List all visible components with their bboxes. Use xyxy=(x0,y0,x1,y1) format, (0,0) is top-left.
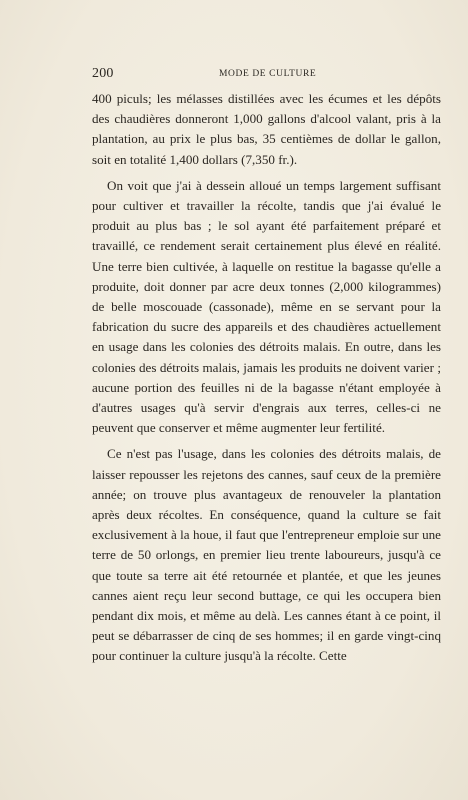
page-header xyxy=(92,66,441,84)
paragraph: On voit que j'ai à dessein alloué un temps largement suffisant pour cultiver et travailler la récolte, tandis que j'ai évalué le produit au plus bas ; le sol ayant été parfaitement préparé et travaillé, ce rendement serait certainement plus élevé en réalité. Une terre bien cultivée, à laquelle on restitue la bagasse qu'elle a produite, doit donner par acre deux tonnes (2,000 kilogrammes) de belle moscouade (cassonade), même en se servant pour la fabrication du sucre des appareils et des chaudières actuellement en usage dans les colonies des détroits malais. En outre, dans les colonies des détroits malais, jamais les produits ne doivent varier ; aucune portion des feuilles ni de la bagasse n'étant employée à d'autres usages qu'à servir d'engrais aux terres, celles-ci ne peuvent que conserver et même augmenter leur fertilité. xyxy=(92,177,441,436)
running-title: MODE DE CULTURE xyxy=(219,69,317,79)
body-text xyxy=(92,89,441,667)
page-number: 200 xyxy=(92,66,114,81)
paragraph: 400 piculs; les mélasses distillées avec les écumes et les dépôts des chaudières donneront 1,000 gallons d'alcool valant, pris à la plantation, au prix le plus bas, 35 centièmes de dollar le gallon, soit en totalité 1,400 dollars (7,350 fr.). xyxy=(92,91,441,167)
paragraph: Ce n'est pas l'usage, dans les colonies des détroits malais, de laisser repousser les rejetons des cannes, sauf ceux de la première année; on trouve plus avantageux de renouveler la plantation après deux récoltes. En conséquence, quand la culture se fait exclusivement à la houe, il faut que l'entrepreneur emploie sur une terre de 50 orlongs, en premier lieu trente laboureurs, jusqu'à ce que toute sa terre ait été retournée et plantée, et que les jeunes cannes aient reçu leur second buttage, ce qui les occupera bien pendant dix mois, et même au delà. Les cannes étant à ce point, il peut se débarrasser de cinq de ses hommes; il en garde vingt-cinq pour continuer la culture jusqu'à la récolte. Cette xyxy=(92,446,441,664)
